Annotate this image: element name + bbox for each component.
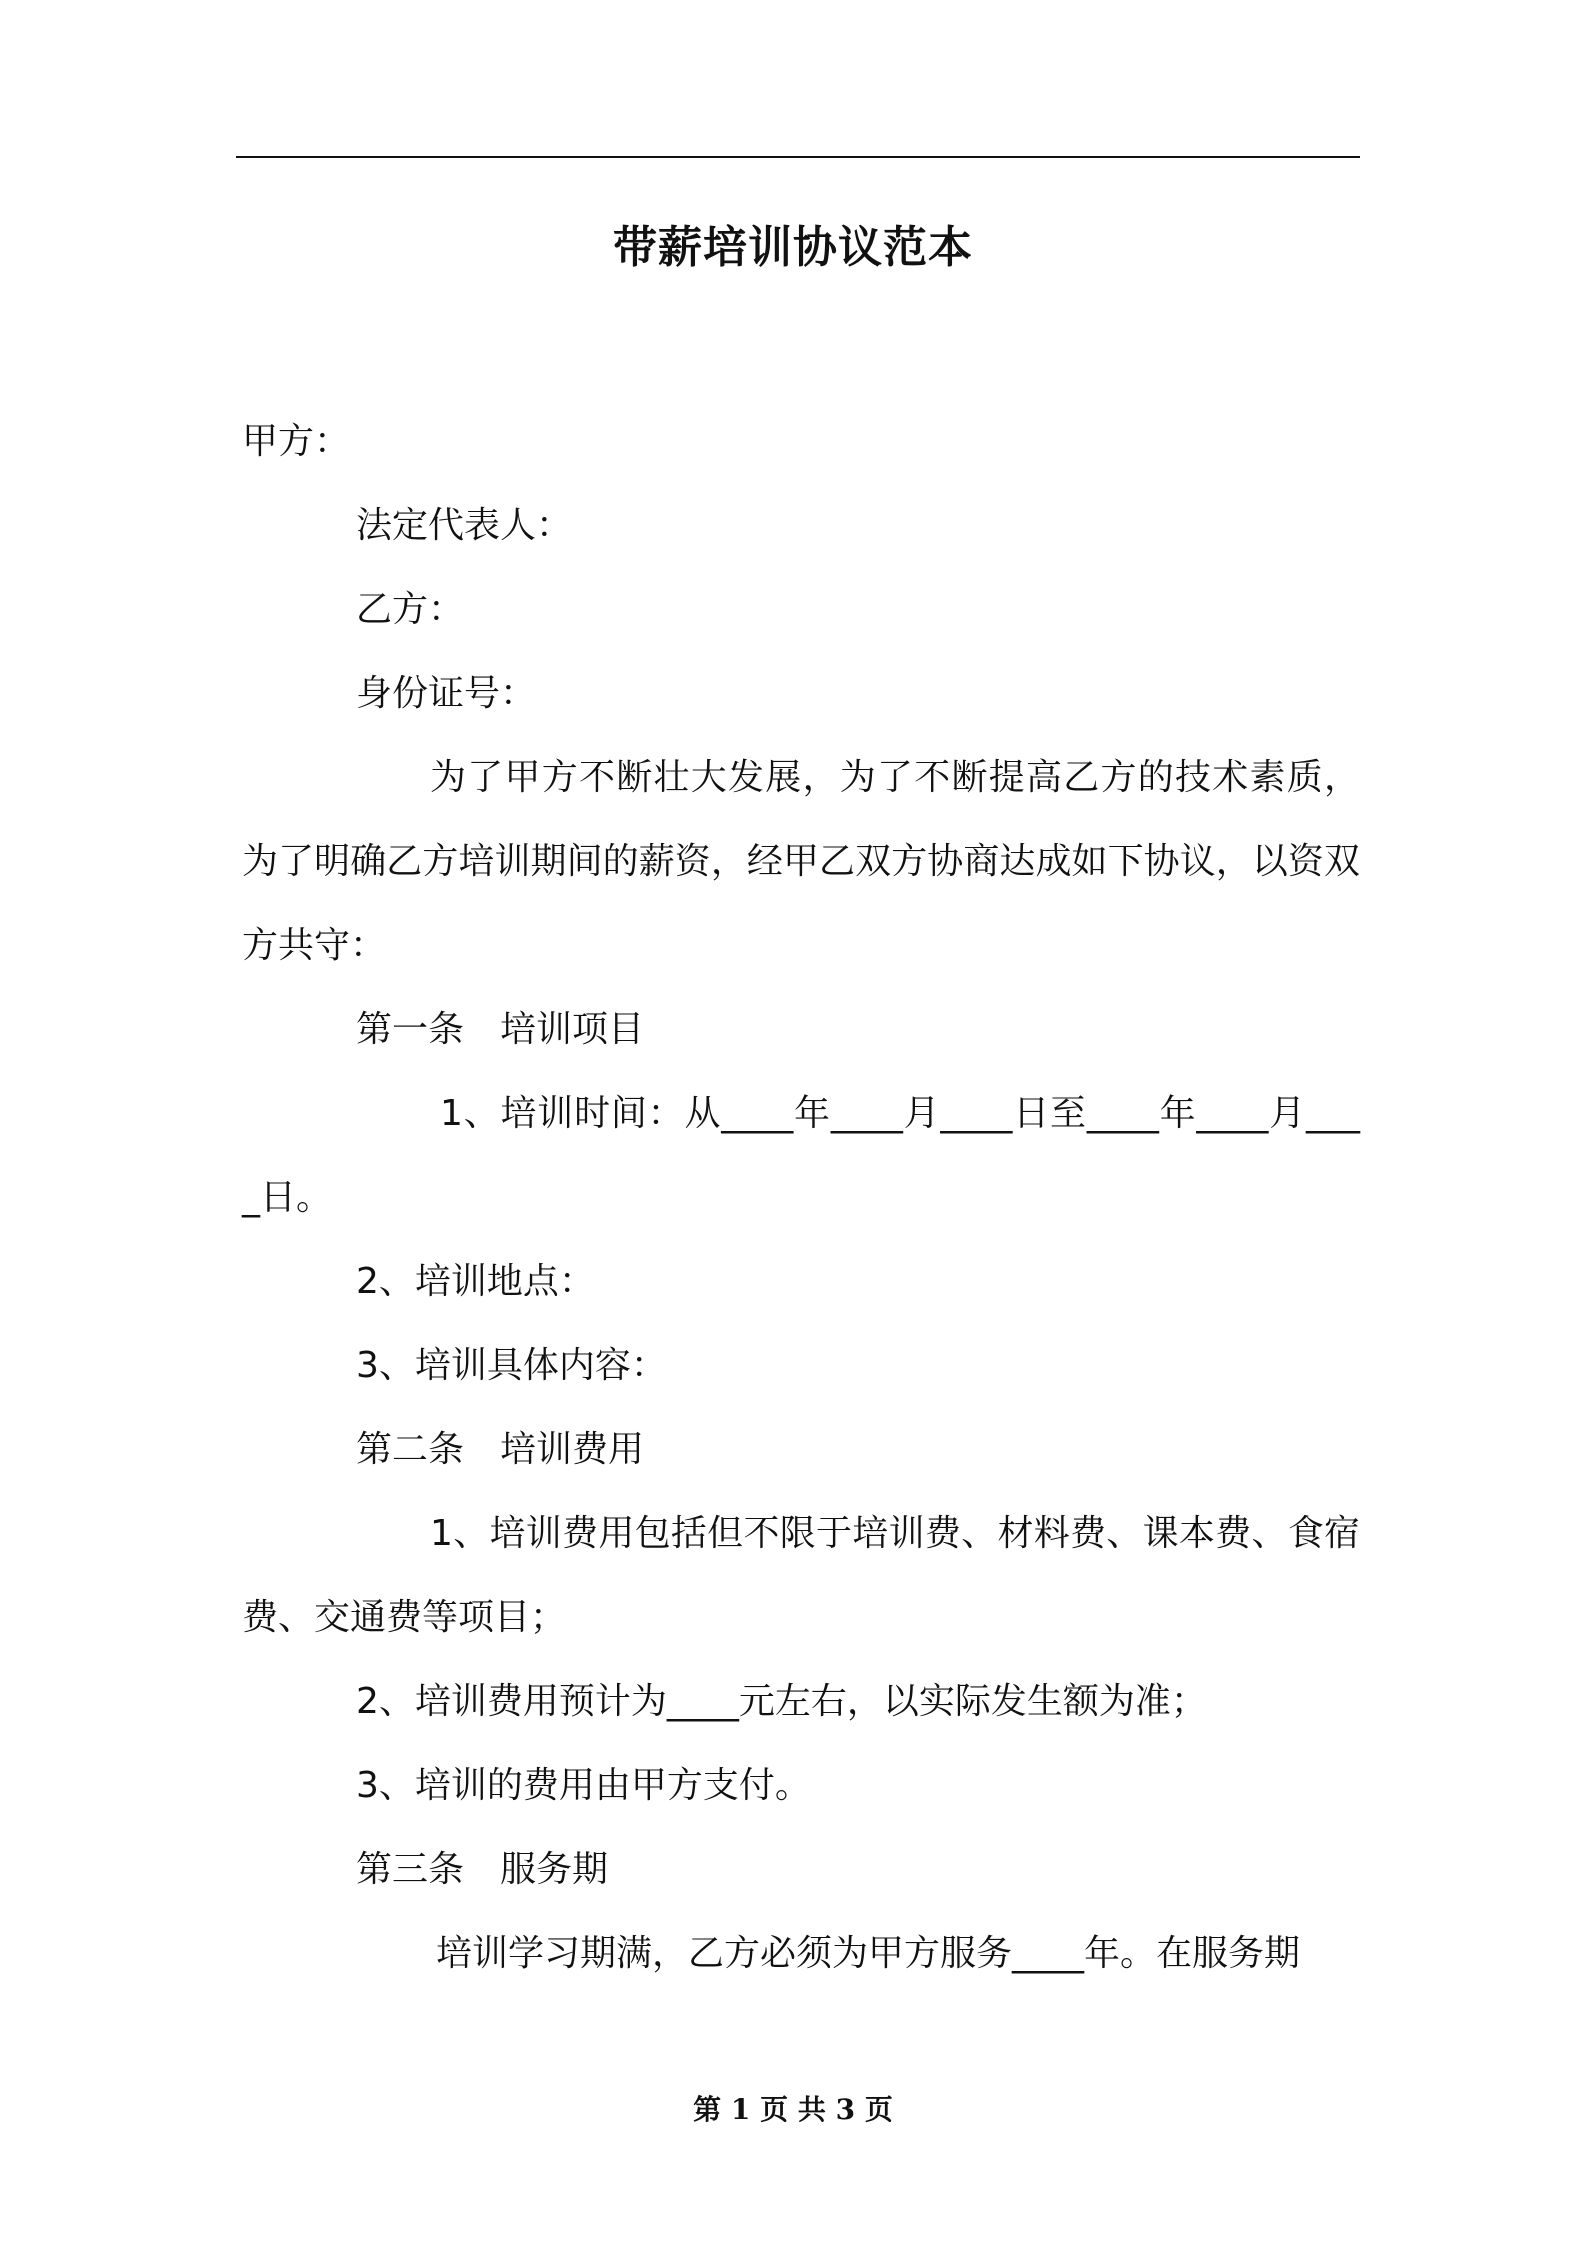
article-3-paragraph: 培训学习期满，乙方必须为甲方服务____年。在服务期 [436,1933,1301,1974]
article-1-item-2: 2、培训地点： [356,1261,595,1302]
header-rule [236,156,1360,158]
document-body [242,400,1360,1996]
article-1-item-1: 1、培训时间：从____年____月____日至____年____月____日。 [242,1093,1360,1218]
paragraph-party-b: 乙方： [356,589,465,630]
article-2-heading: 第二条 培训费用 [356,1429,645,1470]
paragraph-legal-representative: 法定代表人： [356,505,573,546]
article-2-item-2: 2、培训费用预计为____元左右，以实际发生额为准； [356,1681,1207,1722]
paragraph-id-number: 身份证号： [356,673,537,714]
article-2-item-3: 3、培训的费用由甲方支付。 [356,1765,811,1806]
paragraph-party-a: 甲方： [242,421,351,462]
article-1-heading: 第一条 培训项目 [356,1009,645,1050]
document-title: 带薪培训协议范本 [613,222,973,273]
article-3-heading: 第三条 服务期 [356,1849,609,1890]
page-footer: 第 1 页 共 3 页 [693,2093,893,2126]
paragraph-preamble: 为了甲方不断壮大发展，为了不断提高乙方的技术素质，为了明确乙方培训期间的薪资，经甲乙双方协商达成如下协议，以资双方共守： [242,757,1360,966]
article-1-item-3: 3、培训具体内容： [356,1345,667,1386]
article-2-item-1: 1、培训费用包括但不限于培训费、材料费、课本费、食宿费、交通费等项目； [242,1513,1360,1638]
